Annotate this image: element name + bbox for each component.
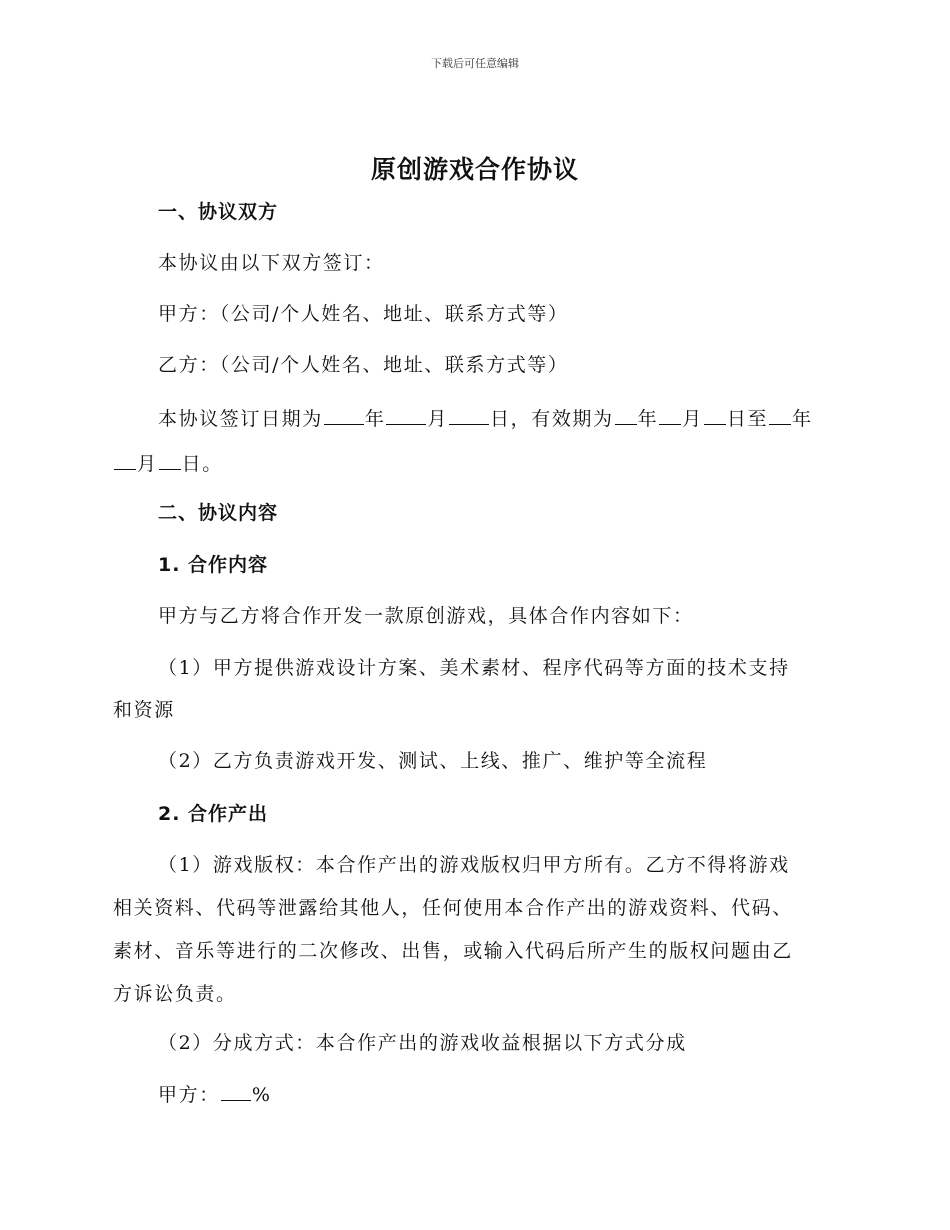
paragraph-party-b: 乙方：（公司/个人姓名、地址、联系方式等） (158, 354, 569, 376)
valid-month: 月 (682, 408, 703, 430)
blank-sign-month (386, 406, 426, 425)
paragraph-party-a: 甲方：（公司/个人姓名、地址、联系方式等） (158, 303, 569, 325)
blank-end-year (769, 406, 791, 425)
date-year: 年 (364, 408, 386, 430)
paragraph-copyright-line1: （1）游戏版权：本合作产出的游戏版权归甲方所有。乙方不得将游戏 (158, 854, 790, 876)
percent-sign: % (251, 1084, 272, 1106)
end-day: 日。 (181, 453, 223, 475)
paragraph-item1-line1: （1）甲方提供游戏设计方案、美术素材、程序代码等方面的技术支持 (158, 657, 790, 679)
end-year: 年 (792, 408, 813, 430)
blank-end-day (159, 451, 181, 470)
blank-valid-month (659, 406, 681, 425)
header-note: 下载后可任意编辑 (431, 57, 519, 70)
paragraph-copyright-line2: 相关资料、代码等泄露给其他人，任何使用本合作产出的游戏资料、代码、 (113, 897, 793, 919)
paragraph-cooperation-intro: 甲方与乙方将合作开发一款原创游戏，具体合作内容如下： (158, 605, 694, 627)
end-month: 月 (137, 453, 158, 475)
paragraph-item2: （2）乙方负责游戏开发、测试、上线、推广、维护等全流程 (158, 750, 708, 772)
paragraph-party-a-share (158, 1082, 271, 1107)
blank-valid-year (615, 406, 637, 425)
party-a-share-label: 甲方： (158, 1084, 220, 1106)
document-title: 原创游戏合作协议 (370, 155, 579, 184)
paragraph-revenue-share: （2）分成方式：本合作产出的游戏收益根据以下方式分成 (158, 1032, 687, 1054)
paragraph-item1-line2: 和资源 (113, 699, 175, 721)
date-prefix: 本协议签订日期为 (158, 408, 323, 430)
section-heading-parties: 一、协议双方 (158, 201, 279, 223)
valid-year: 年 (637, 408, 659, 430)
paragraph-intro: 本协议由以下双方签订： (158, 252, 385, 274)
blank-sign-year (324, 406, 364, 425)
paragraph-copyright-line4: 方诉讼负责。 (113, 983, 237, 1005)
blank-party-a-percent (221, 1082, 251, 1101)
blank-sign-day (449, 406, 489, 425)
date-day-valid: 日，有效期为 (490, 408, 614, 430)
paragraph-date-line2 (113, 451, 223, 476)
section-heading-content: 二、协议内容 (158, 502, 279, 524)
paragraph-date-line1 (158, 406, 813, 431)
paragraph-copyright-line3: 素材、音乐等进行的二次修改、出售，或输入代码后所产生的版权问题由乙 (113, 940, 793, 962)
date-month: 月 (427, 408, 449, 430)
subheading-cooperation-content: 1. 合作内容 (158, 554, 269, 576)
subheading-cooperation-output: 2. 合作产出 (158, 803, 269, 825)
blank-valid-day (704, 406, 726, 425)
blank-end-month (114, 451, 136, 470)
valid-day-to: 日至 (726, 408, 769, 430)
